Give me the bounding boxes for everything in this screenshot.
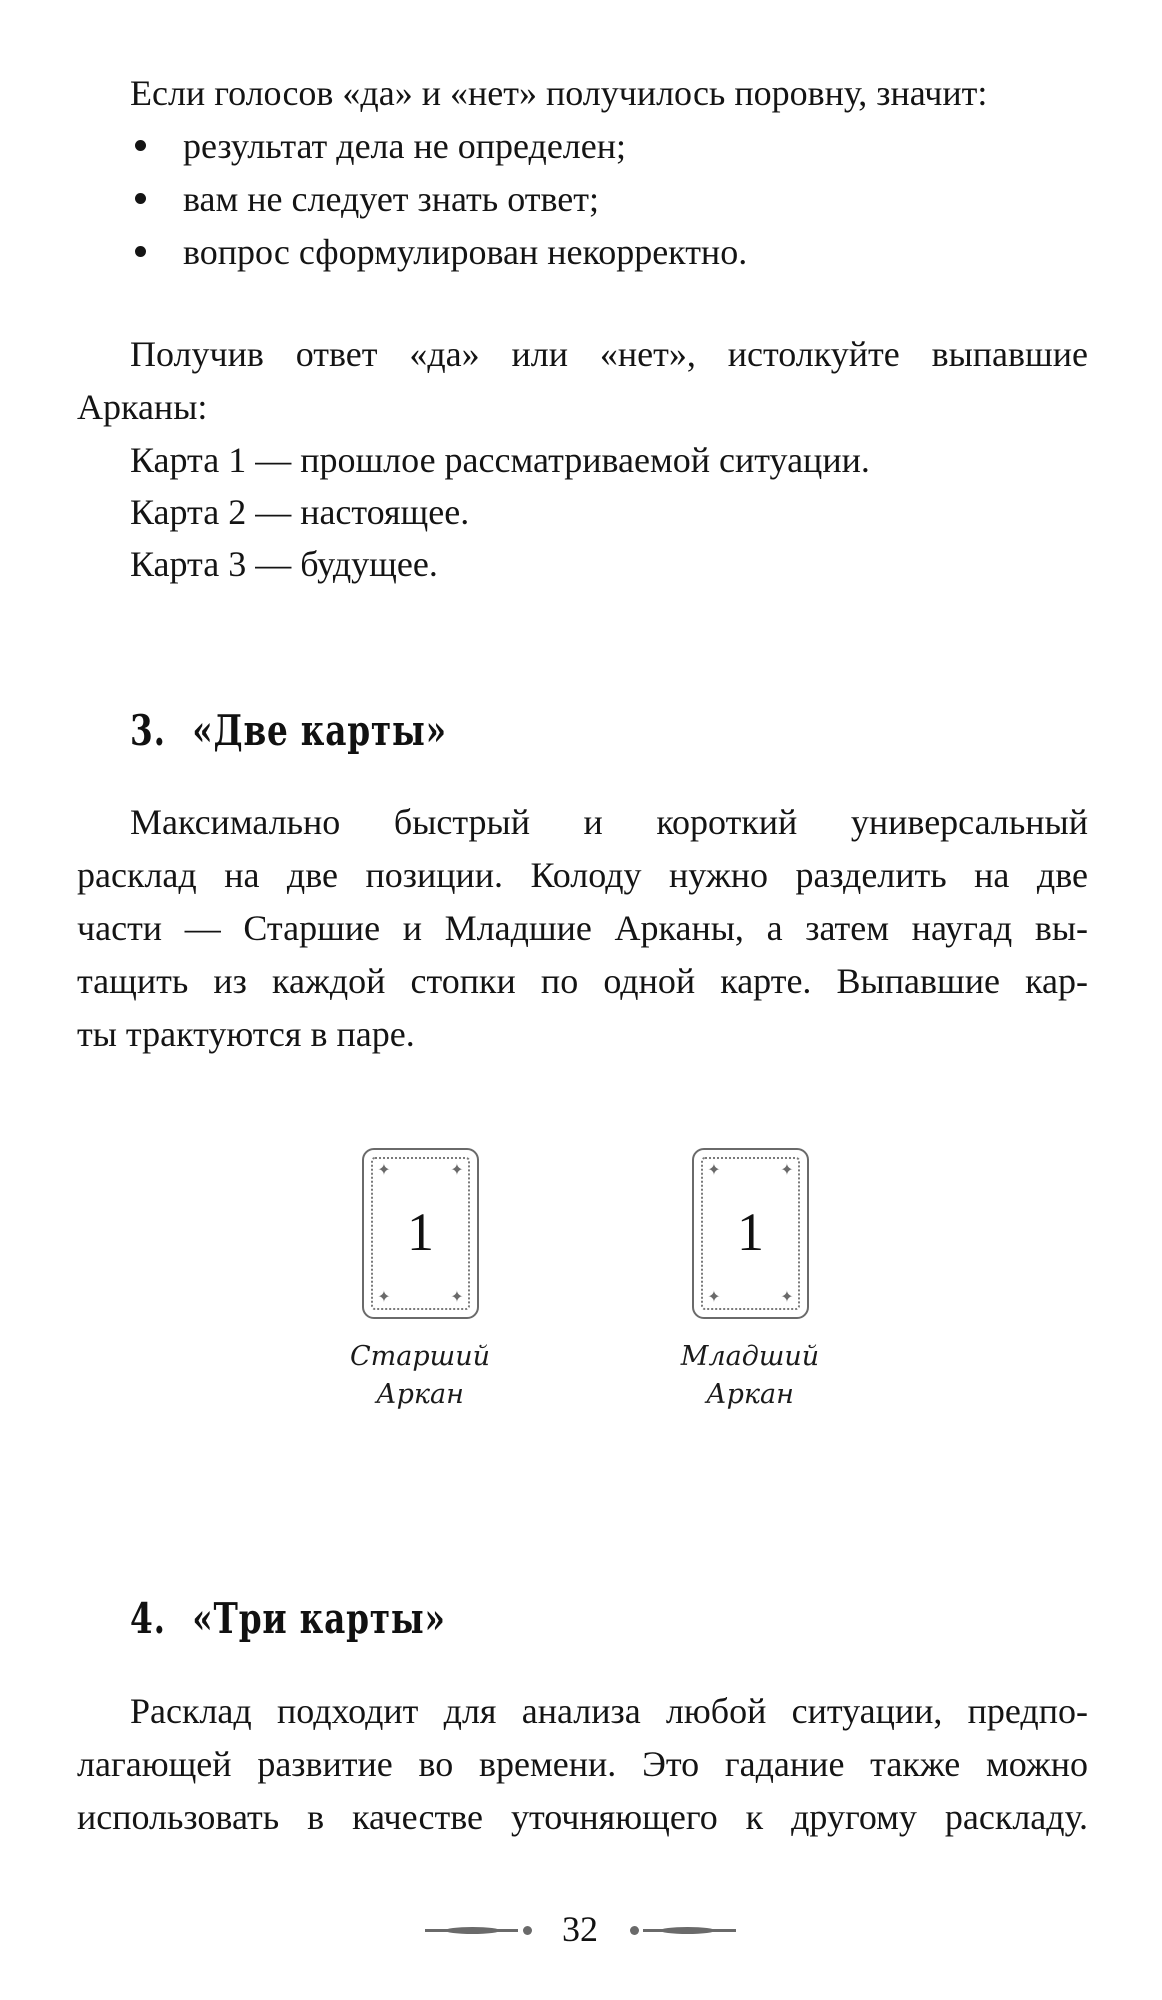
section-number: 4.	[130, 1594, 166, 1643]
section-number: 3.	[130, 706, 166, 755]
card-caption-minor	[640, 1338, 860, 1414]
card-number: 1	[737, 1202, 764, 1262]
caption-line: Аркан	[376, 1379, 464, 1410]
bullet-icon	[135, 193, 146, 204]
page-number: 32	[562, 1909, 598, 1949]
star-icon: ✦	[377, 1287, 391, 1306]
paragraph-line: использовать в качестве уточняющего к другому раскладу.	[77, 1797, 1088, 1837]
paragraph-line: Расклад подходит для анализа любой ситуации, предпо-	[130, 1691, 1088, 1731]
bullet-text: результат дела не определен;	[183, 126, 627, 166]
card-meaning-1: Карта 1 — прошлое рассматриваемой ситуации.	[130, 440, 870, 480]
star-icon: ✦	[780, 1160, 794, 1179]
card-number: 1	[407, 1202, 434, 1262]
star-icon: ✦	[707, 1287, 721, 1306]
paragraph-line: расклад на две позиции. Колоду нужно разделить на две	[77, 855, 1088, 895]
card-meaning-2: Карта 2 — настоящее.	[130, 492, 470, 532]
section-title: «Две карты»	[192, 706, 447, 755]
bullet-icon	[135, 140, 146, 151]
section-title: «Три карты»	[192, 1594, 446, 1643]
section-heading-3	[130, 708, 447, 754]
paragraph-line: тащить из каждой стопки по одной карте. Выпавшие кар-	[77, 961, 1088, 1001]
intro-lead: Если голосов «да» и «нет» получилось поровну, значит:	[130, 73, 988, 113]
bullet-text: вопрос сформулирован некорректно.	[183, 232, 748, 272]
paragraph-line: ты трактуются в паре.	[77, 1014, 415, 1054]
caption-line: Старший	[350, 1341, 490, 1372]
caption-line: Младший	[680, 1341, 820, 1372]
bullet-icon	[135, 246, 146, 257]
paragraph-line: лагающей развитие во времени. Это гадание также можно	[77, 1744, 1088, 1784]
interpret-line-1: Получив ответ «да» или «нет», истолкуйте выпавшие	[130, 334, 1088, 374]
star-icon: ✦	[450, 1287, 464, 1306]
star-icon: ✦	[377, 1160, 391, 1179]
caption-line: Аркан	[706, 1379, 794, 1410]
paragraph-line: Максимально быстрый и короткий универсальный	[130, 802, 1088, 842]
section-heading-4	[130, 1596, 446, 1642]
star-icon: ✦	[707, 1160, 721, 1179]
card-caption-major	[310, 1338, 530, 1414]
tarot-card-minor	[692, 1148, 809, 1319]
tarot-card-major	[362, 1148, 479, 1319]
bullet-text: вам не следует знать ответ;	[183, 179, 599, 219]
card-meaning-3: Карта 3 — будущее.	[130, 544, 438, 584]
interpret-line-2: Арканы:	[77, 387, 208, 427]
star-icon: ✦	[780, 1287, 794, 1306]
star-icon: ✦	[450, 1160, 464, 1179]
paragraph-line: части — Старшие и Младшие Арканы, а затем наугад вы-	[77, 908, 1088, 948]
